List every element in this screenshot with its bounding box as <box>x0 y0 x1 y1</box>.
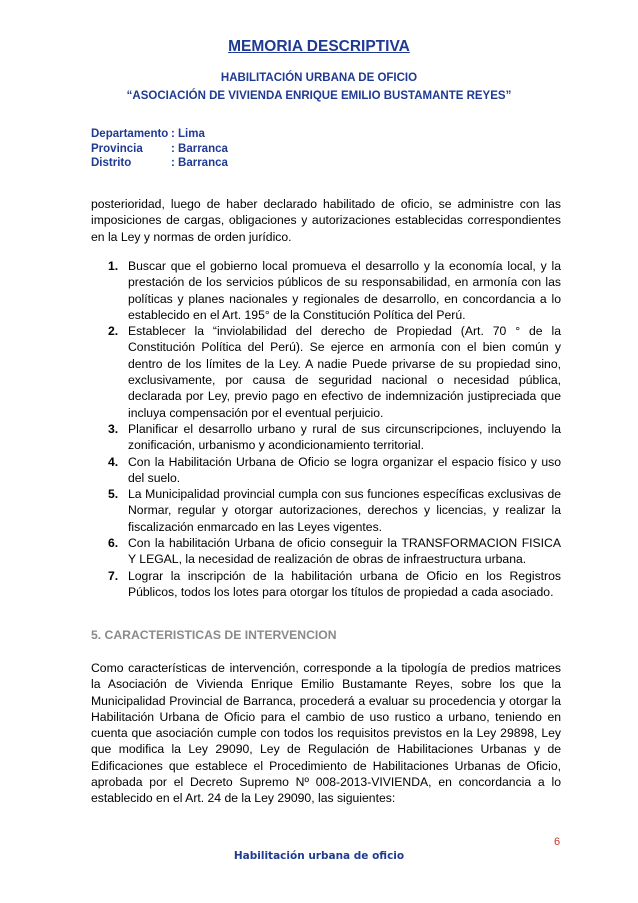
list-text: Planificar el desarrollo urbano y rural de sus circunscripciones, incluyendo la zonificación, urbanismo y acondicionamiento territorial. <box>128 421 561 453</box>
list-number: 3. <box>108 421 119 436</box>
section-paragraph: Como características de intervención, corresponde a la tipología de predios matrices la Asociación de Vivienda Enrique Emilio Bustamante Reyes, sobre los que la Municipalidad Provincial de Barranca, procederá a evaluar su procedencia y otorgar la Habilitación Urbana de Oficio para el cambio de uso rustico a urbano, teniendo en cuenta que asociación cumple con todos los requisitos previstos en la Ley 29898, Ley que modifica la Ley 29090, Ley de Regulación de Habilitaciones Urbanas y de Edificaciones que establece el Procedimiento de Habilitaciones Urbanas de Oficio, aprobada por el Decreto Supremo Nº 008-2013-VIVIENDA, en concordancia a lo establecido en el Art. 24 de la Ley 29090, las siguientes: <box>91 661 561 806</box>
list-item <box>91 568 561 601</box>
location-row <box>91 156 228 171</box>
intro-paragraph: posterioridad, luego de haber declarado habilitado de oficio, se administre con las imposiciones de cargas, obligaciones y autorizaciones establecidas correspondientes en la Ley y normas de orden jurídico. <box>91 197 561 244</box>
location-label: Provincia <box>91 142 143 155</box>
list-number: 5. <box>108 487 119 502</box>
list-number: 1. <box>108 259 119 273</box>
location-label: Distrito <box>91 157 132 169</box>
list-number: 6. <box>108 536 119 551</box>
location-value: : Barranca <box>171 157 228 169</box>
section-heading: 5. CARACTERISTICAS DE INTERVENCION <box>91 628 337 642</box>
list-item <box>91 323 561 421</box>
document-title: MEMORIA DESCRIPTIVA <box>228 38 410 55</box>
list-item <box>91 486 561 535</box>
list-item <box>91 421 561 454</box>
location-value: : Barranca <box>171 142 228 155</box>
list-item <box>91 535 561 568</box>
list-item <box>91 454 561 487</box>
location-value: : Lima <box>171 128 205 140</box>
list-text: Establecer la “inviolabilidad del derecho de Propiedad (Art. 70 ° de la Constitución Política del Perú). Se ejerce en armonía con el bien común y dentro de los límites de la Ley. A nadie Puede privarse de su propiedad sino, exclusivamente, por causa de seguridad nacional o necesidad pública, declarada por Ley, previo pago en efectivo de indemnización justipreciada que incluya compensación por el eventual perjuicio. <box>128 324 561 420</box>
list-text: Con la Habilitación Urbana de Oficio se logra organizar el espacio físico y uso del suelo. <box>128 454 561 485</box>
page-footer: Habilitación urbana de oficio <box>233 850 405 862</box>
list-number: 2. <box>108 324 119 339</box>
objectives-list <box>91 258 561 600</box>
list-number: 4. <box>108 454 119 469</box>
list-text: La Municipalidad provincial cumpla con sus funciones específicas exclusivas de Normar, regular y otorgar autorizaciones, derechos y licencias, y realizar la fiscalización enmarcado en las Leyes vigentes. <box>128 487 561 534</box>
list-text: Con la habilitación Urbana de oficio conseguir la TRANSFORMACION FISICA Y LEGAL, la necesidad de realización de obras de infraestructura urbana. <box>128 536 561 567</box>
location-row <box>91 142 228 157</box>
location-label: Departamento <box>91 128 169 140</box>
association-name: “ASOCIACIÓN DE VIVIENDA ENRIQUE EMILIO BUSTAMANTE REYES” <box>126 90 512 102</box>
list-item <box>91 258 561 323</box>
page-number: 6 <box>554 836 561 848</box>
list-text: Buscar que el gobierno local promueva el desarrollo y la economía local, y la prestación de los servicios públicos de su responsabilidad, en armonía con las políticas y planes nacionales y regionales de desarrollo, en concordancia a lo establecido en el Art. 195° de la Constitución Política del Perú. <box>128 259 561 322</box>
list-number: 7. <box>108 568 119 583</box>
list-text: Lograr la inscripción de la habilitación urbana de Oficio en los Registros Públicos, todos los lotes para otorgar los títulos de propiedad a cada asociado. <box>128 568 561 599</box>
location-row <box>91 127 228 142</box>
document-subtitle: HABILITACIÓN URBANA DE OFICIO <box>220 72 418 84</box>
location-block <box>91 127 228 171</box>
